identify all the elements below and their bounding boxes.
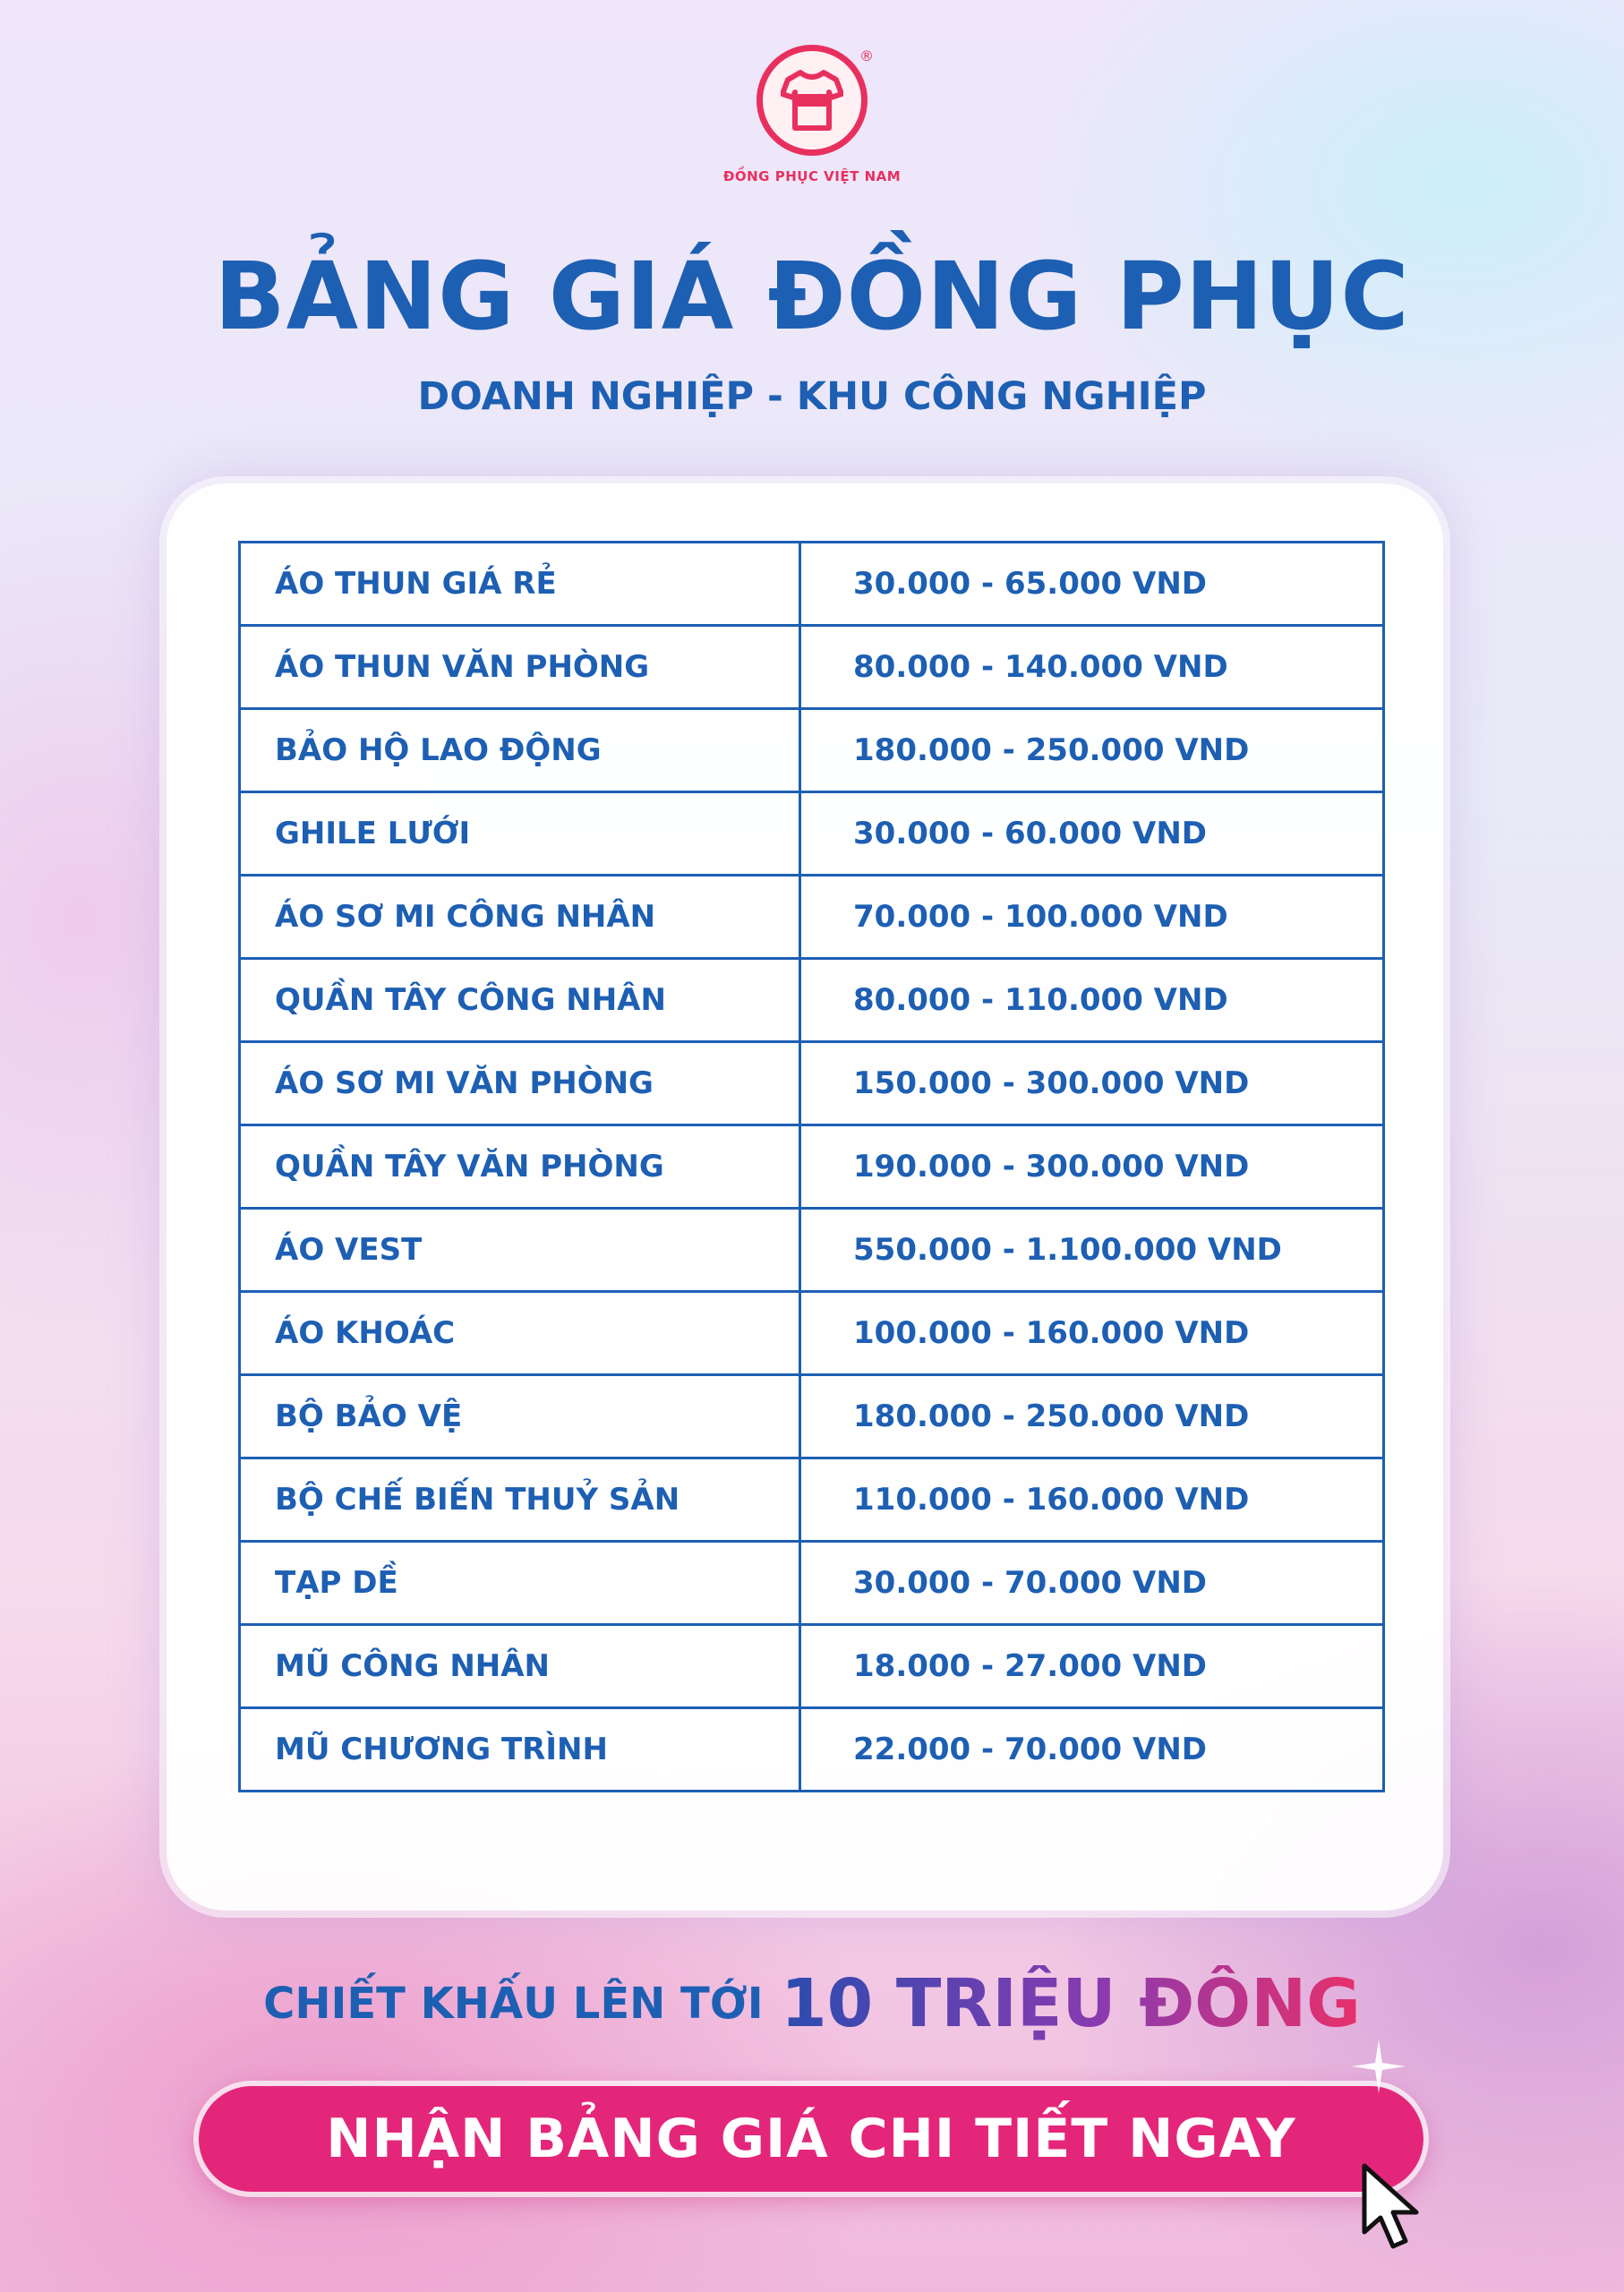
pointer-cursor-icon <box>1361 2162 1432 2252</box>
price-range-cell: 30.000 - 70.000 VND <box>800 1542 1384 1625</box>
table-row <box>240 1125 1384 1209</box>
item-name-cell: QUẦN TÂY CÔNG NHÂN <box>240 959 800 1042</box>
price-range-cell: 190.000 - 300.000 VND <box>800 1125 1384 1209</box>
price-range-cell: 22.000 - 70.000 VND <box>800 1708 1384 1792</box>
price-card <box>167 483 1443 1911</box>
get-price-list-button[interactable]: NHẬN BẢNG GIÁ CHI TIẾT NGAY <box>199 2086 1423 2192</box>
registered-mark: ® <box>859 47 874 64</box>
table-row <box>240 543 1384 626</box>
table-row <box>240 959 1384 1042</box>
brand-logo <box>0 45 1624 184</box>
item-name-cell: ÁO KHOÁC <box>240 1292 800 1375</box>
table-row <box>240 1292 1384 1375</box>
table-row <box>240 1209 1384 1292</box>
price-range-cell: 180.000 - 250.000 VND <box>800 709 1384 792</box>
price-table <box>238 541 1385 1792</box>
price-table-body <box>240 543 1384 1792</box>
table-row <box>240 626 1384 709</box>
item-name-cell: TẠP DỀ <box>240 1542 800 1625</box>
item-name-cell: MŨ CHƯƠNG TRÌNH <box>240 1708 800 1792</box>
price-range-cell: 30.000 - 60.000 VND <box>800 792 1384 876</box>
table-row <box>240 1375 1384 1458</box>
price-range-cell: 18.000 - 27.000 VND <box>800 1625 1384 1708</box>
discount-lead: CHIẾT KHẤU LÊN TỚI <box>263 1979 764 2029</box>
item-name-cell: BẢO HỘ LAO ĐỘNG <box>240 709 800 792</box>
discount-amount: 10 TRIỆU ĐỒNG <box>781 1965 1361 2042</box>
page-title: BẢNG GIÁ ĐỒNG PHỤC <box>214 242 1410 351</box>
item-name-cell: QUẦN TÂY VĂN PHÒNG <box>240 1125 800 1209</box>
price-range-cell: 30.000 - 65.000 VND <box>800 543 1384 626</box>
price-range-cell: 70.000 - 100.000 VND <box>800 876 1384 959</box>
price-range-cell: 150.000 - 300.000 VND <box>800 1042 1384 1125</box>
table-row <box>240 792 1384 876</box>
discount-banner <box>0 1965 1624 2042</box>
table-row <box>240 876 1384 959</box>
item-name-cell: ÁO VEST <box>240 1209 800 1292</box>
table-row <box>240 709 1384 792</box>
price-range-cell: 180.000 - 250.000 VND <box>800 1375 1384 1458</box>
table-row <box>240 1458 1384 1542</box>
table-row <box>240 1042 1384 1125</box>
item-name-cell: BỘ BẢO VỆ <box>240 1375 800 1458</box>
sparkle-icon <box>1352 2040 1406 2093</box>
price-range-cell: 110.000 - 160.000 VND <box>800 1458 1384 1542</box>
price-range-cell: 550.000 - 1.100.000 VND <box>800 1209 1384 1292</box>
item-name-cell: ÁO SƠ MI CÔNG NHÂN <box>240 876 800 959</box>
table-row <box>240 1542 1384 1625</box>
price-range-cell: 80.000 - 140.000 VND <box>800 626 1384 709</box>
brand-name: ĐỒNG PHỤC VIỆT NAM <box>722 168 902 184</box>
item-name-cell: ÁO THUN GIÁ RẺ <box>240 543 800 626</box>
page-subtitle: DOANH NGHIỆP - KHU CÔNG NGHIỆP <box>417 374 1207 419</box>
item-name-cell: ÁO SƠ MI VĂN PHÒNG <box>240 1042 800 1125</box>
shirt-logo-icon <box>756 45 874 156</box>
item-name-cell: MŨ CÔNG NHÂN <box>240 1625 800 1708</box>
item-name-cell: BỘ CHẾ BIẾN THUỶ SẢN <box>240 1458 800 1542</box>
table-row <box>240 1625 1384 1708</box>
price-range-cell: 80.000 - 110.000 VND <box>800 959 1384 1042</box>
item-name-cell: ÁO THUN VĂN PHÒNG <box>240 626 800 709</box>
item-name-cell: GHILE LƯỚI <box>240 792 800 876</box>
table-row <box>240 1708 1384 1792</box>
price-range-cell: 100.000 - 160.000 VND <box>800 1292 1384 1375</box>
